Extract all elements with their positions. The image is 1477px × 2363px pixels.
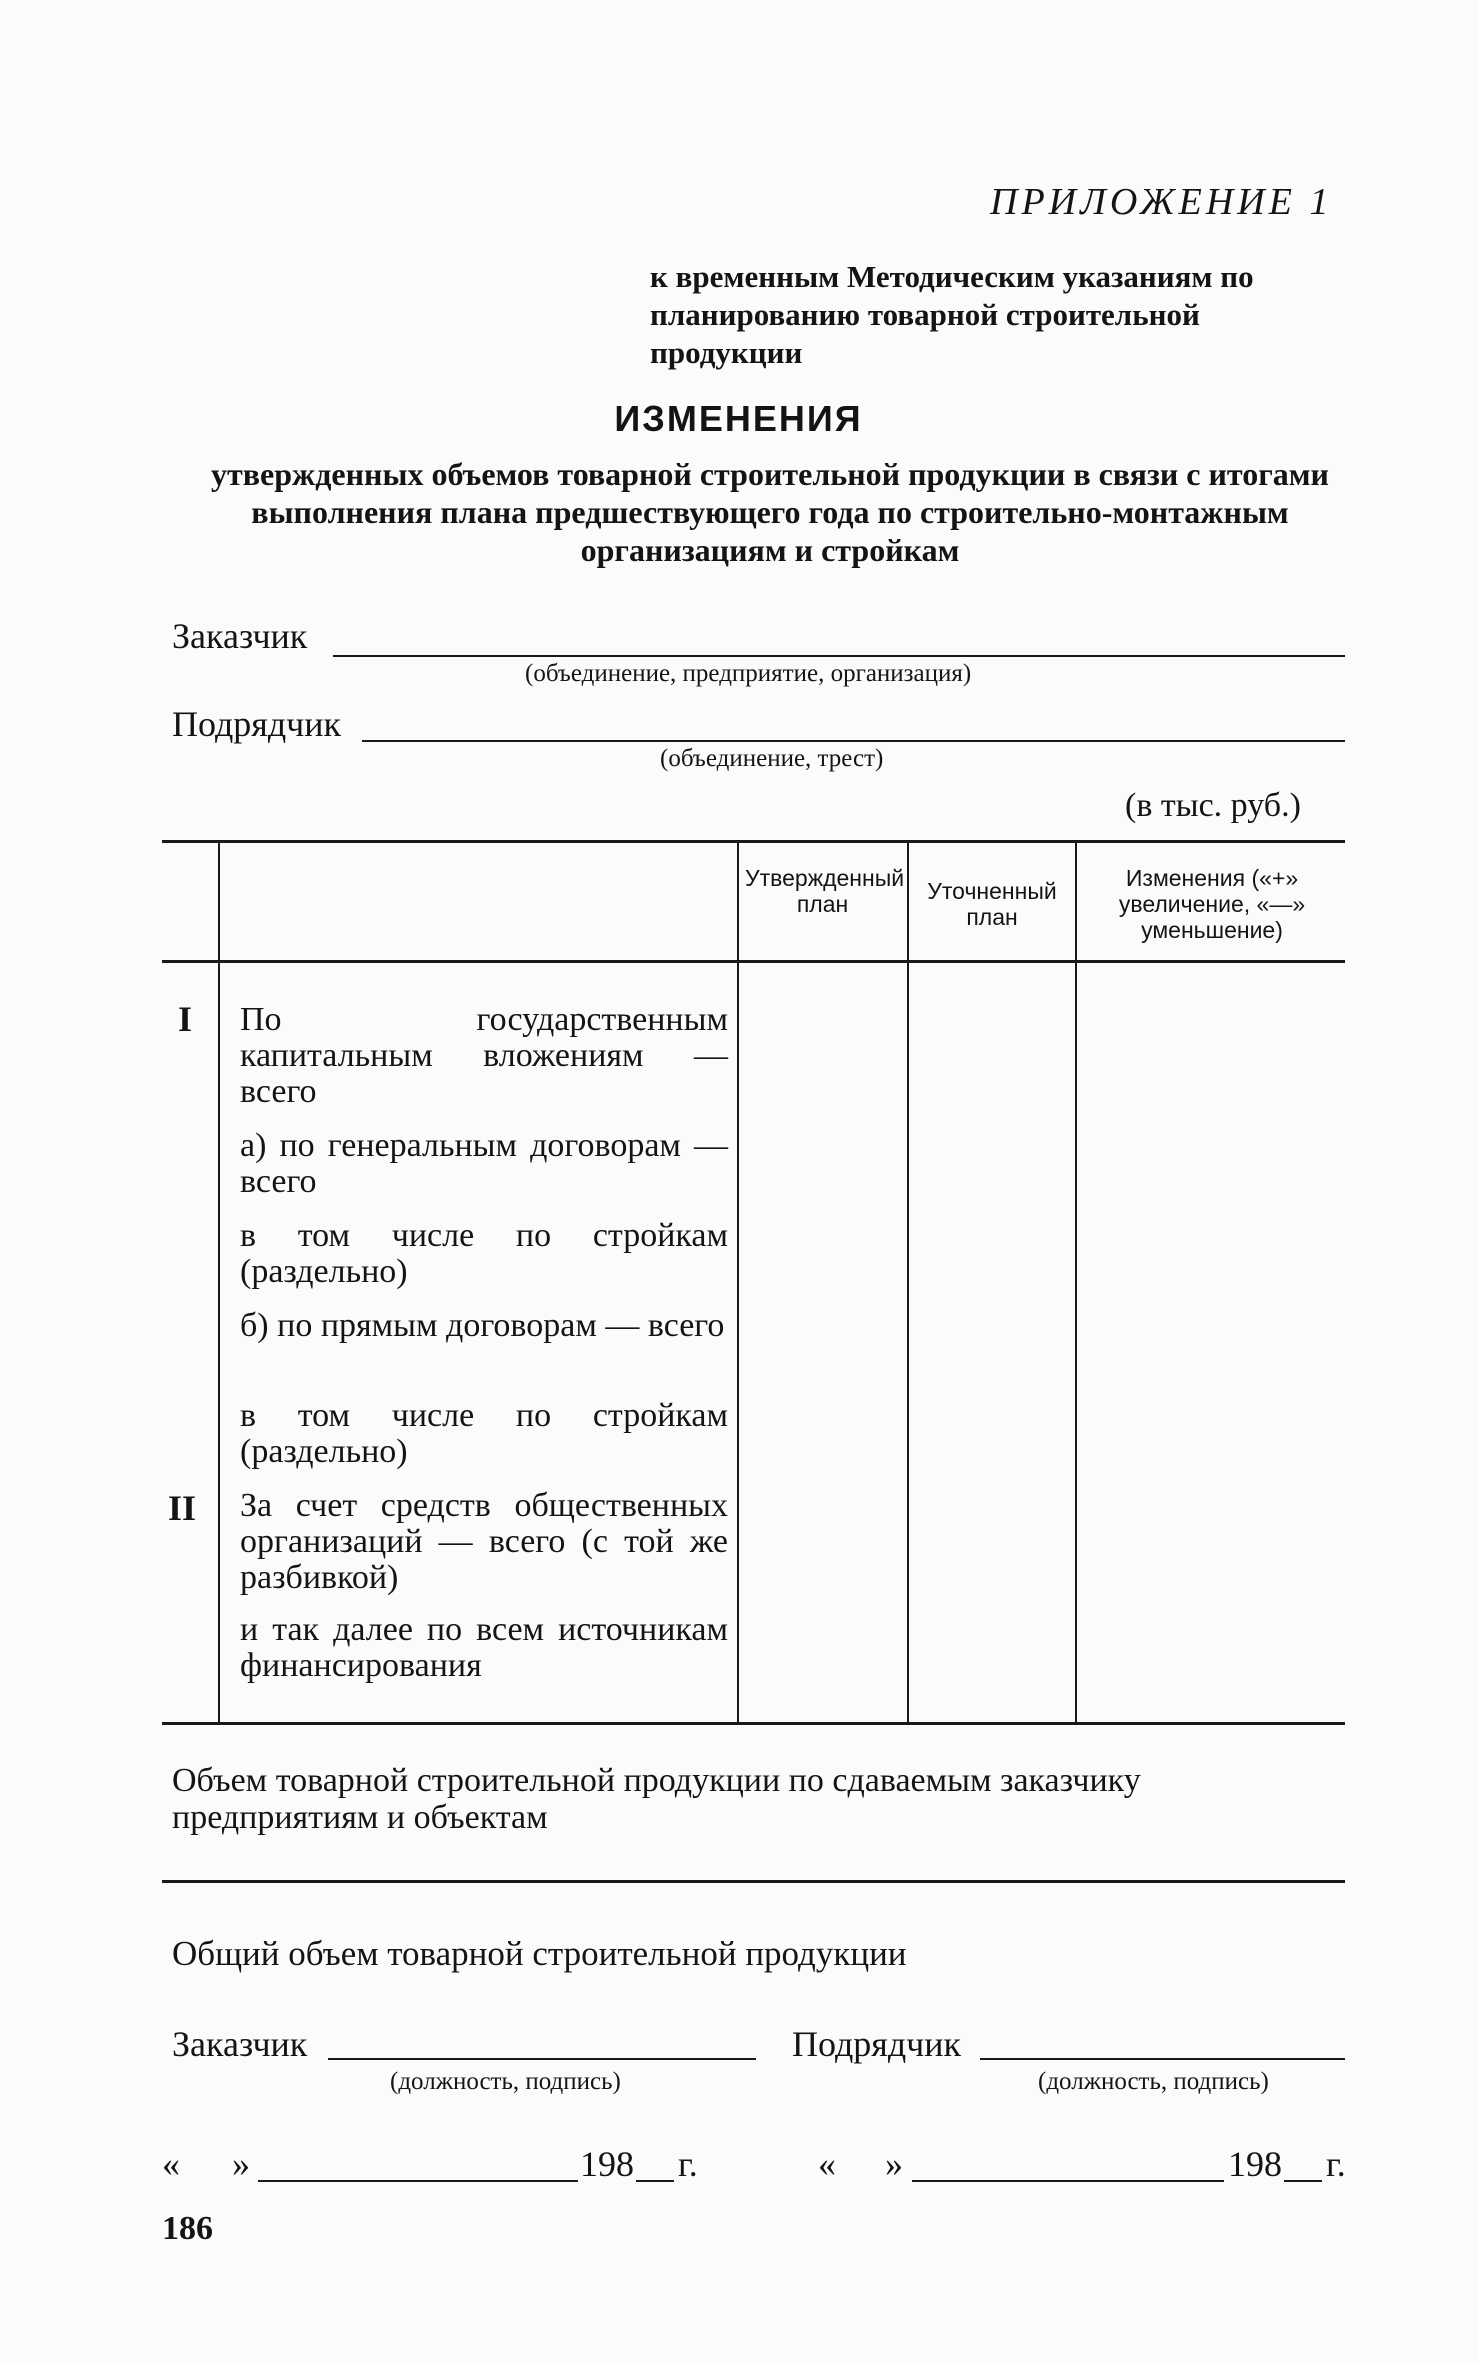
date-quote-open: « [818,2144,836,2184]
table-row: и так далее по всем источникам финансирования [240,1611,728,1684]
date-year-prefix: 198 [580,2144,634,2184]
contractor-hint: (объединение, трест) [660,745,884,772]
total-volume-text: Общий объем товарной строительной продукции [172,1934,907,1973]
page-number: 186 [162,2210,213,2247]
customer-label: Заказчик [172,616,308,656]
date-year-line[interactable] [1284,2180,1322,2182]
document-subtitle: утвержденных объемов товарной строительной продукции в связи с итогами выполнения плана предшествующего года по строительно-монтажным организациям и стройкам [211,456,1329,568]
table-row: а) по генеральным договорам — всего [240,1127,728,1200]
signature-contractor-label: Подрядчик [792,2024,962,2064]
delivered-volume-line [162,1880,1345,1883]
table-col-divider-2 [737,840,739,1724]
signature-customer-line[interactable] [328,2058,756,2060]
table-top-border [162,840,1345,843]
contractor-label: Подрядчик [172,704,342,744]
units-label: (в тыс. руб.) [1125,787,1301,824]
table-col-divider-3 [907,840,909,1724]
date-quote-open: « [162,2144,180,2184]
col-header-revised: Уточненный план [927,878,1057,930]
col-header-changes: Изменения («+» увеличение, «—» уменьшение) [1118,865,1306,943]
date-year-prefix: 198 [1228,2144,1282,2184]
date-quote-close: » [232,2144,250,2184]
document-title: ИЗМЕНЕНИЯ [614,398,863,439]
contractor-field-line[interactable] [362,740,1345,742]
date-quote-close: » [885,2144,903,2184]
table-row: в том числе по стройкам (раздельно) [240,1217,728,1290]
signature-contractor-hint: (должность, подпись) [1038,2068,1269,2095]
date-customer-line[interactable] [258,2180,578,2182]
table-row: За счет средств общественных организаций — всего (с той же разбивкой) [240,1487,728,1596]
row-number: I [178,999,193,1039]
date-year-suffix: г. [678,2144,698,2184]
appendix-label: ПРИЛОЖЕНИЕ 1 [990,181,1333,223]
customer-hint: (объединение, предприятие, организация) [525,660,972,687]
table-bottom-border [162,1722,1345,1725]
table-col-divider-4 [1075,840,1077,1724]
delivered-volume-text: Объем товарной строительной продукции по сдаваемым заказчику предприятиям и объектам [172,1762,1141,1836]
signature-customer-label: Заказчик [172,2024,308,2064]
signature-contractor-line[interactable] [980,2058,1345,2060]
row-number: II [168,1488,197,1528]
signature-customer-hint: (должность, подпись) [390,2068,621,2095]
table-header-border [162,960,1345,963]
date-contractor-line[interactable] [912,2180,1224,2182]
table-row: По государственным капитальным вложениям — всего [240,1001,728,1110]
table-col-divider-1 [218,840,220,1724]
date-year-line[interactable] [636,2180,674,2182]
date-year-suffix: г. [1326,2144,1346,2184]
table-row: б) по прямым договорам — всего [240,1307,725,1344]
table-row: в том числе по стройкам (раздельно) [240,1397,728,1470]
appendix-subtitle: к временным Методическим указаниям по планированию товарной строительной продукции [650,259,1254,370]
col-header-approved: Утвержденный план [745,865,905,917]
customer-field-line[interactable] [333,655,1345,657]
